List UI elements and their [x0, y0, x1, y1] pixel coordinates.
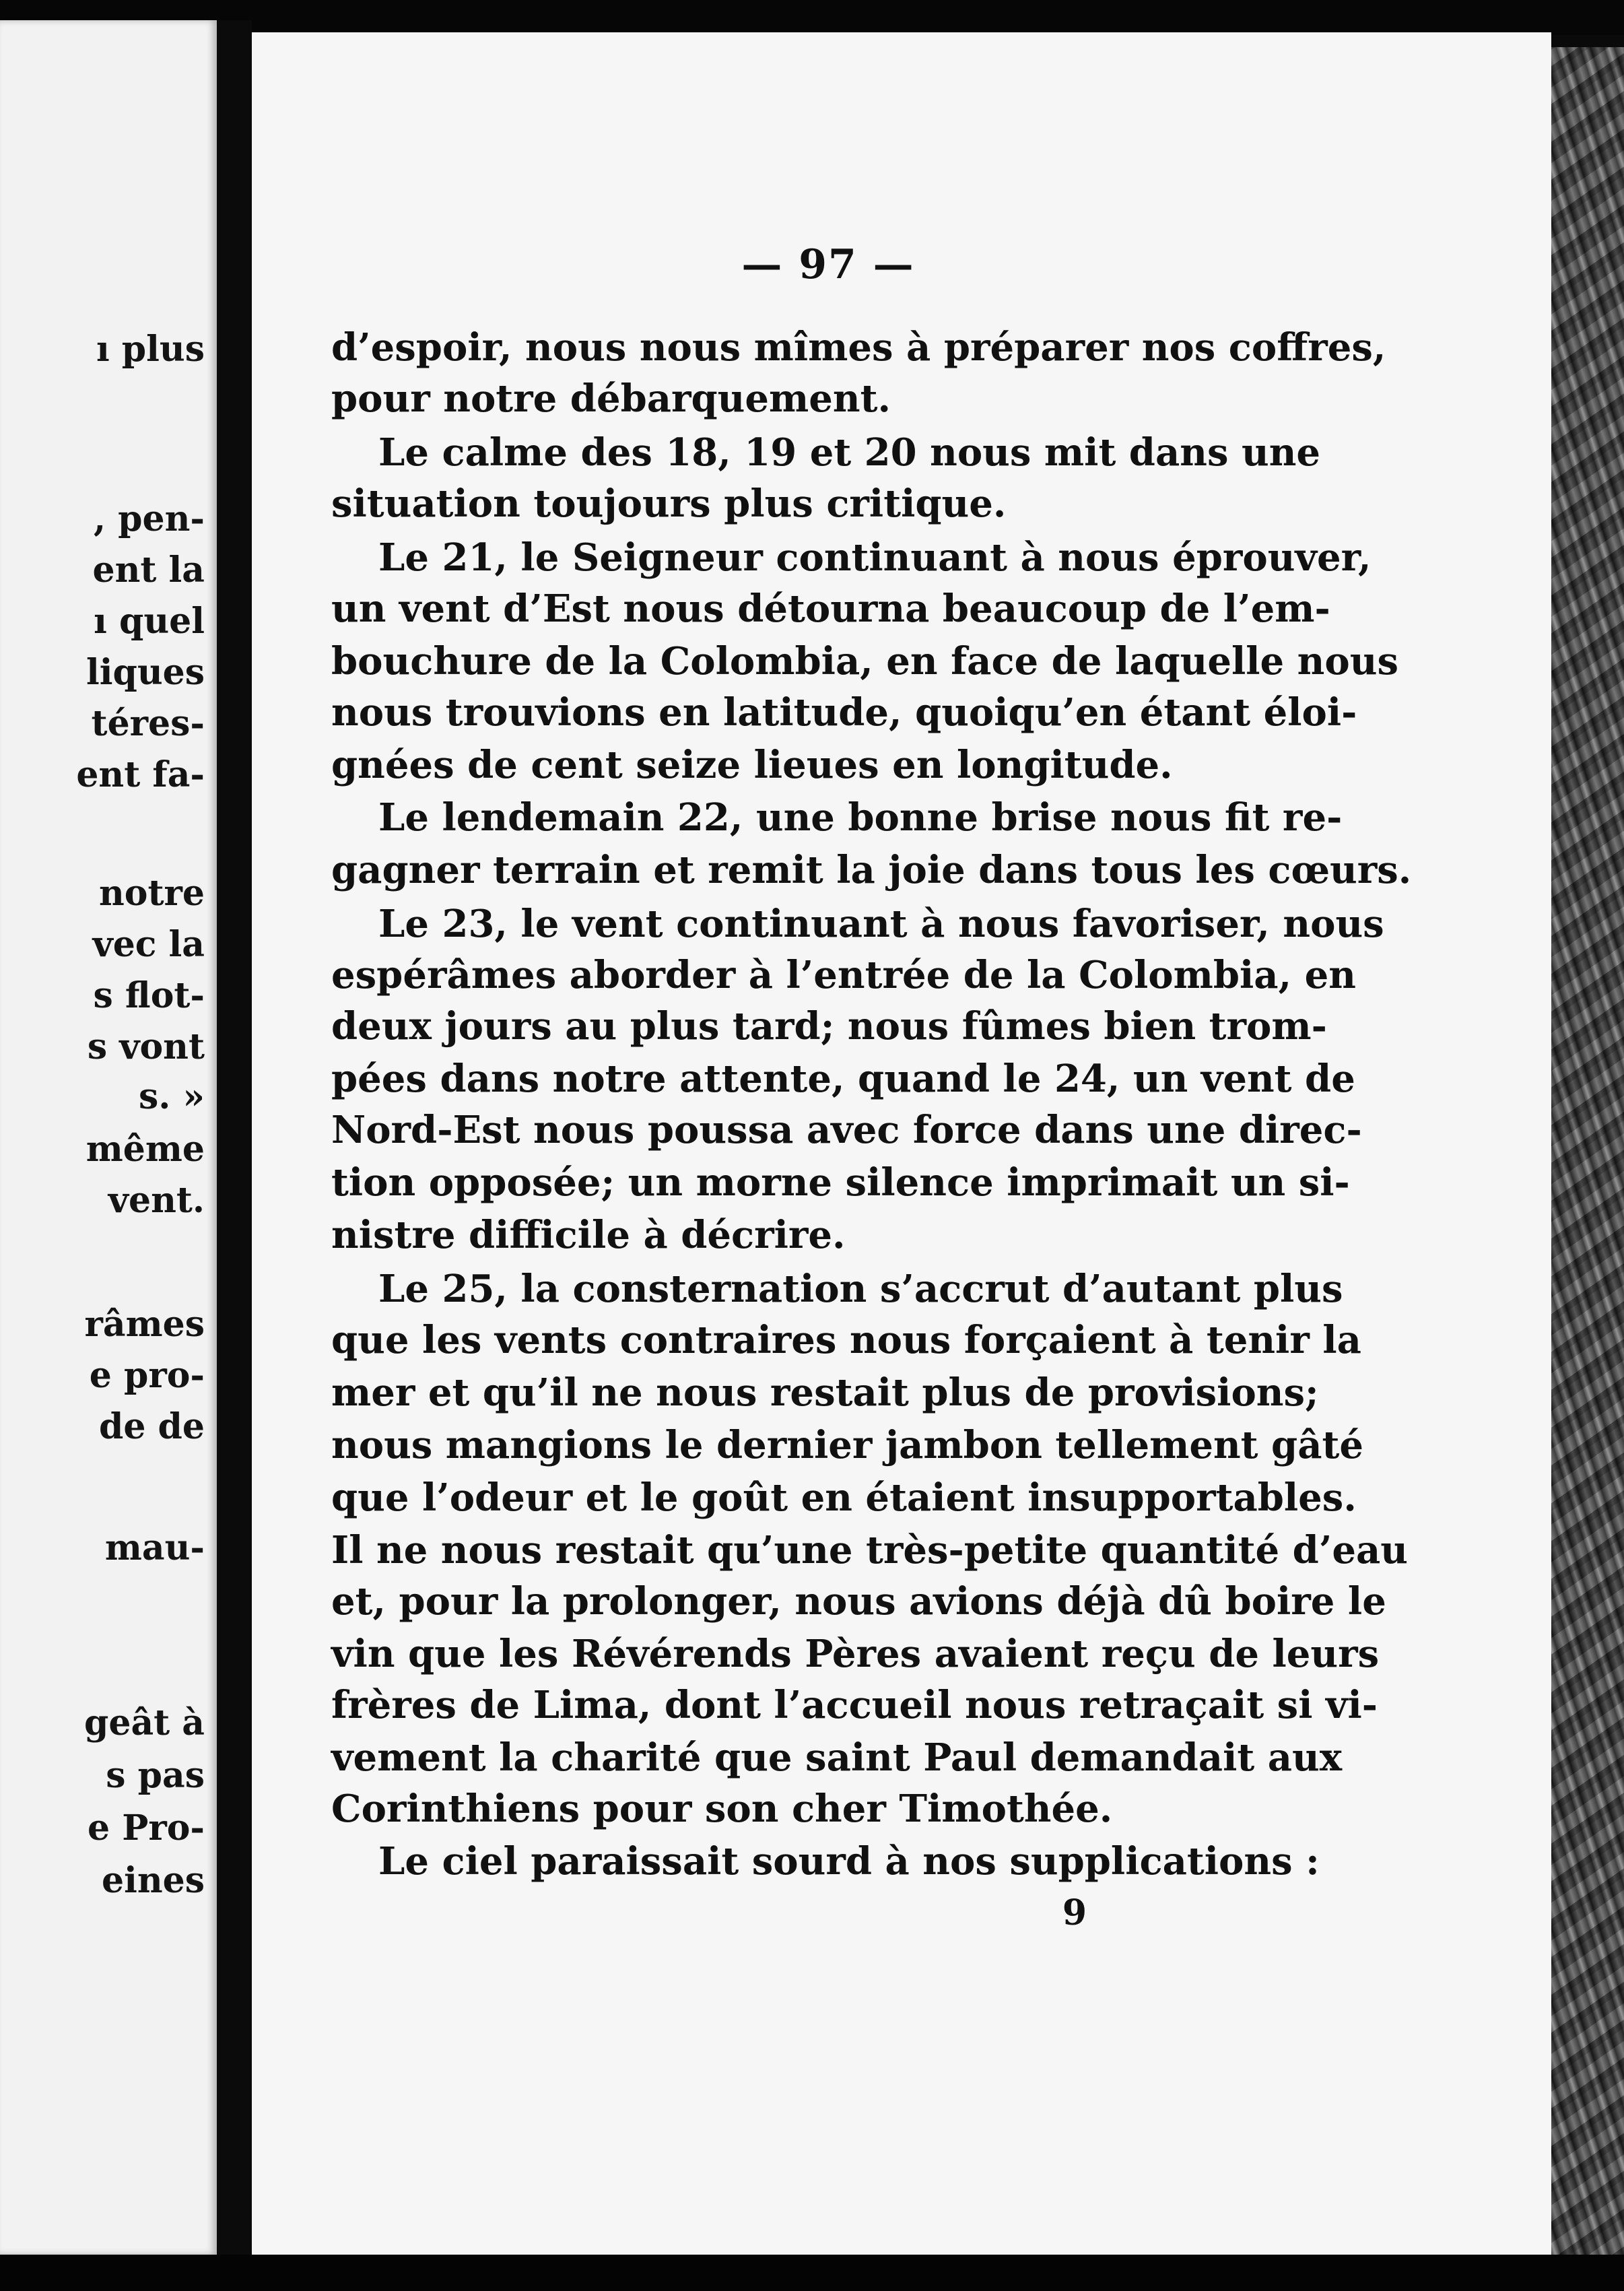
left-page-fragment: de de: [99, 1406, 205, 1447]
book-gutter: [217, 20, 252, 2255]
left-page-fragment: râmes: [84, 1304, 205, 1345]
body-line: gnées de cent seize lieues en longitude.: [331, 743, 1173, 787]
body-line: Le calme des 18, 19 et 20 nous mit dans une: [378, 430, 1321, 475]
body-line: bouchure de la Colombia, en face de laquelle nous: [331, 639, 1398, 684]
body-line: Le ciel paraissait sourd à nos supplications :: [378, 1839, 1320, 1884]
body-line: et, pour la prolonger, nous avions déjà dû boire le: [331, 1579, 1386, 1624]
body-line: gagner terrain et remit la joie dans tous les cœurs.: [331, 848, 1412, 892]
signature-mark: 9: [1062, 1892, 1087, 1933]
left-page-fragment: ı plus: [96, 329, 205, 370]
body-line: vement la charité que saint Paul demandait aux: [331, 1735, 1343, 1780]
body-line: pour notre débarquement.: [331, 376, 891, 421]
left-page-fragment: notre: [99, 873, 205, 914]
page-number: — 97 —: [741, 241, 915, 288]
left-page-fragment: s vont: [87, 1026, 205, 1067]
body-line: Le lendemain 22, une bonne brise nous fit re-: [378, 795, 1343, 840]
body-line: vin que les Révérends Pères avaient reçu de leurs: [331, 1632, 1380, 1676]
body-line: Le 21, le Seigneur continuant à nous éprouver,: [378, 535, 1372, 580]
left-page-fragment: vent.: [108, 1180, 205, 1221]
body-line: mer et qu’il ne nous restait plus de provisions;: [331, 1370, 1319, 1415]
left-page-fragment: s pas: [106, 1755, 205, 1796]
body-line: un vent d’Est nous détourna beaucoup de l’em-: [331, 587, 1330, 631]
left-facing-page: [0, 20, 217, 2255]
left-page-fragment: ı quel: [94, 601, 205, 642]
body-line: que l’odeur et le goût en étaient insupportables.: [331, 1475, 1357, 1520]
left-page-fragment: e Pro-: [88, 1807, 205, 1849]
left-page-fragment: liques: [86, 652, 205, 693]
body-line: Le 25, la consternation s’accrut d’autant plus: [378, 1267, 1343, 1311]
body-line: Nord-Est nous poussa avec force dans une direc-: [331, 1108, 1362, 1152]
body-line: tion opposée; un morne silence imprimait un si-: [331, 1160, 1350, 1205]
left-page-fragment: vec la: [92, 924, 205, 965]
scan-border-bottom: [0, 2255, 1624, 2291]
body-line: Le 23, le vent continuant à nous favoriser, nous: [378, 902, 1384, 946]
body-line: nistre difficile à décrire.: [331, 1213, 846, 1257]
body-line: situation toujours plus critique.: [331, 482, 1007, 526]
body-line: d’espoir, nous nous mîmes à préparer nos coffres,: [331, 325, 1386, 370]
left-page-fragment: mau-: [104, 1527, 205, 1568]
left-page-fragment: ent la: [92, 550, 205, 591]
left-page-fragment: s flot-: [93, 975, 205, 1016]
marbled-page-edge-texture: [1551, 47, 1624, 2255]
body-line: Il ne nous restait qu’une très-petite quantité d’eau: [331, 1528, 1408, 1572]
left-page-fragment: s. »: [139, 1076, 205, 1117]
body-line: deux jours au plus tard; nous fûmes bien trom-: [331, 1004, 1327, 1049]
body-line: que les vents contraires nous forçaient à tenir la: [331, 1318, 1361, 1362]
left-page-fragment: même: [86, 1129, 205, 1170]
body-line: frères de Lima, dont l’accueil nous retraçait si vi-: [331, 1683, 1378, 1727]
left-page-fragment: eines: [101, 1860, 205, 1901]
left-page-fragment: ent fa-: [76, 754, 205, 795]
body-line: nous trouvions en latitude, quoiqu’en étant éloi-: [331, 690, 1357, 735]
left-page-fragment: e pro-: [89, 1355, 205, 1396]
body-line: pées dans notre attente, quand le 24, un vent de: [331, 1057, 1355, 1101]
body-line: nous mangions le dernier jambon tellement gâté: [331, 1423, 1363, 1467]
left-page-fragment: , pen-: [93, 498, 205, 539]
body-line: Corinthiens pour son cher Timothée.: [331, 1787, 1113, 1831]
left-page-fragment: geât à: [84, 1702, 205, 1744]
body-line: espérâmes aborder à l’entrée de la Colombia, en: [331, 953, 1356, 997]
left-page-fragment: téres-: [91, 703, 205, 744]
